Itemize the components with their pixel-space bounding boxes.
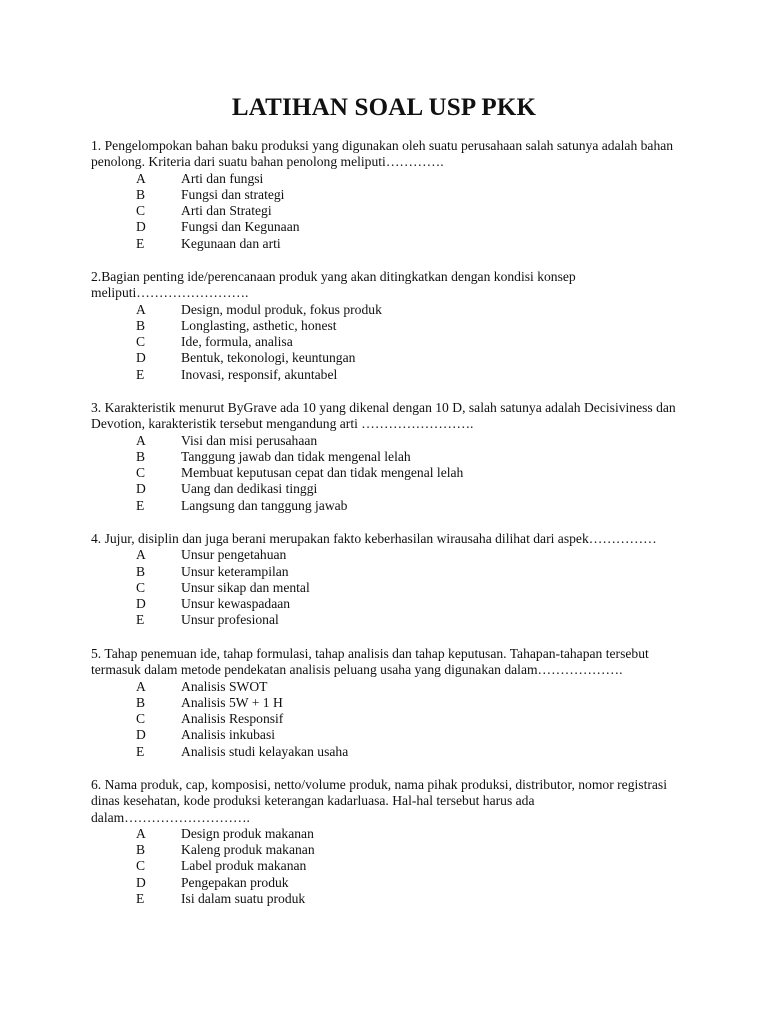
answer-option xyxy=(91,236,691,252)
answer-option xyxy=(91,302,691,318)
option-text: Analisis 5W + 1 H xyxy=(181,694,283,710)
option-letter: A xyxy=(136,170,146,186)
answer-option xyxy=(91,203,691,219)
answer-option xyxy=(91,695,691,711)
option-letter: E xyxy=(136,891,145,907)
option-text: Unsur sikap dan mental xyxy=(181,579,310,595)
option-letter: E xyxy=(136,366,145,382)
answer-option xyxy=(91,187,691,203)
option-text: Kaleng produk makanan xyxy=(181,842,315,858)
option-letter: C xyxy=(136,858,146,874)
answer-option xyxy=(91,596,691,612)
answer-option xyxy=(91,547,691,563)
option-text: Analisis SWOT xyxy=(181,678,268,694)
answer-option xyxy=(91,842,691,858)
option-text: Isi dalam suatu produk xyxy=(181,891,306,907)
option-text: Arti dan Strategi xyxy=(181,203,272,219)
option-letter: A xyxy=(136,301,146,317)
option-letter: C xyxy=(136,711,146,727)
answer-option xyxy=(91,612,691,628)
option-text: Analisis Responsif xyxy=(181,711,284,727)
option-list xyxy=(91,679,691,760)
option-text: Analisis inkubasi xyxy=(181,727,276,743)
answer-option xyxy=(91,367,691,383)
answer-option xyxy=(91,465,691,481)
question-item xyxy=(91,531,691,629)
option-letter: B xyxy=(136,448,146,464)
option-text: Label produk makanan xyxy=(181,858,307,874)
option-letter: D xyxy=(136,350,146,366)
option-letter: E xyxy=(136,497,145,513)
option-letter: C xyxy=(136,334,146,350)
answer-option xyxy=(91,350,691,366)
question-item xyxy=(91,777,691,907)
option-letter: A xyxy=(136,678,146,694)
answer-option xyxy=(91,219,691,235)
option-letter: C xyxy=(136,465,146,481)
question-item xyxy=(91,138,691,252)
option-text: Ide, formula, analisa xyxy=(181,334,293,350)
answer-option xyxy=(91,498,691,514)
answer-option xyxy=(91,449,691,465)
option-letter: E xyxy=(136,743,145,759)
option-letter: D xyxy=(136,219,146,235)
option-text: Unsur kewaspadaan xyxy=(181,596,291,612)
answer-option xyxy=(91,171,691,187)
option-letter: A xyxy=(136,547,146,563)
answer-option xyxy=(91,744,691,760)
option-text: Analisis studi kelayakan usaha xyxy=(181,743,349,759)
answer-option xyxy=(91,318,691,334)
answer-option xyxy=(91,891,691,907)
option-letter: B xyxy=(136,186,146,202)
question-text: 1. Pengelompokan bahan baku produksi yang digunakan oleh suatu perusahaan salah satunya adalah bahan penolong. Kriteria dari suatu bahan penolong meliputi…………. xyxy=(91,138,674,170)
option-text: Arti dan fungsi xyxy=(181,170,264,186)
option-letter: E xyxy=(136,612,145,628)
question-text: 4. Jujur, disiplin dan juga berani merupakan fakto keberhasilan wirausaha dilihat dari aspek…………… xyxy=(91,531,657,546)
option-list xyxy=(91,547,691,628)
option-text: Inovasi, responsif, akuntabel xyxy=(181,366,338,382)
option-letter: D xyxy=(136,874,146,890)
page-title: LATIHAN SOAL USP PKK xyxy=(231,94,537,121)
question-item xyxy=(91,269,691,383)
question-text: 2.Bagian penting ide/perencanaan produk yang akan ditingkatkan dengan kondisi konsep meliputi……………………. xyxy=(91,269,576,301)
option-letter: C xyxy=(136,579,146,595)
option-list xyxy=(91,826,691,907)
answer-option xyxy=(91,433,691,449)
option-letter: D xyxy=(136,596,146,612)
option-text: Visi dan misi perusahaan xyxy=(181,432,318,448)
question-text: 3. Karakteristik menurut ByGrave ada 10 yang dikenal dengan 10 D, salah satunya adalah Decisiviness dan Devotion, karakteristik tersebut mengandung arti ……………………. xyxy=(91,400,676,432)
option-text: Unsur profesional xyxy=(181,612,279,628)
option-list xyxy=(91,433,691,514)
option-letter: B xyxy=(136,563,146,579)
option-letter: A xyxy=(136,432,146,448)
option-text: Design produk makanan xyxy=(181,825,314,841)
option-letter: D xyxy=(136,481,146,497)
option-text: Uang dan dedikasi tinggi xyxy=(181,481,318,497)
answer-option xyxy=(91,826,691,842)
answer-option xyxy=(91,727,691,743)
answer-option xyxy=(91,564,691,580)
option-text: Bentuk, tekonologi, keuntungan xyxy=(181,350,356,366)
option-letter: A xyxy=(136,825,146,841)
question-text: 6. Nama produk, cap, komposisi, netto/volume produk, nama pihak produksi, distributor, nomor registrasi dinas kesehatan, kode produksi keterangan kadarluasa. Hal-hal tersebut harus ada dalam………………………. xyxy=(91,777,667,825)
option-letter: B xyxy=(136,317,146,333)
option-text: Fungsi dan Kegunaan xyxy=(181,219,300,235)
question-item xyxy=(91,646,691,760)
option-text: Langsung dan tanggung jawab xyxy=(181,497,348,513)
answer-option xyxy=(91,679,691,695)
question-text: 5. Tahap penemuan ide, tahap formulasi, tahap analisis dan tahap keputusan. Tahapan-tahapan tersebut termasuk dalam metode pendekatan analisis peluang usaha yang digunakan dalam………………. xyxy=(91,646,649,678)
option-text: Unsur pengetahuan xyxy=(181,547,287,563)
option-text: Unsur keterampilan xyxy=(181,563,289,579)
option-letter: C xyxy=(136,203,146,219)
option-letter: B xyxy=(136,842,146,858)
option-text: Fungsi dan strategi xyxy=(181,186,285,202)
answer-option xyxy=(91,711,691,727)
option-list xyxy=(91,171,691,252)
option-text: Design, modul produk, fokus produk xyxy=(181,301,382,317)
answer-option xyxy=(91,334,691,350)
option-text: Pengepakan produk xyxy=(181,874,289,890)
option-text: Membuat keputusan cepat dan tidak mengenal lelah xyxy=(181,465,464,481)
option-letter: B xyxy=(136,694,146,710)
option-text: Kegunaan dan arti xyxy=(181,235,281,251)
option-text: Longlasting, asthetic, honest xyxy=(181,317,337,333)
option-text: Tanggung jawab dan tidak mengenal lelah xyxy=(181,448,411,464)
option-letter: E xyxy=(136,235,145,251)
answer-option xyxy=(91,875,691,891)
question-item xyxy=(91,400,691,514)
option-list xyxy=(91,302,691,383)
answer-option xyxy=(91,481,691,497)
answer-option xyxy=(91,858,691,874)
option-letter: D xyxy=(136,727,146,743)
answer-option xyxy=(91,580,691,596)
